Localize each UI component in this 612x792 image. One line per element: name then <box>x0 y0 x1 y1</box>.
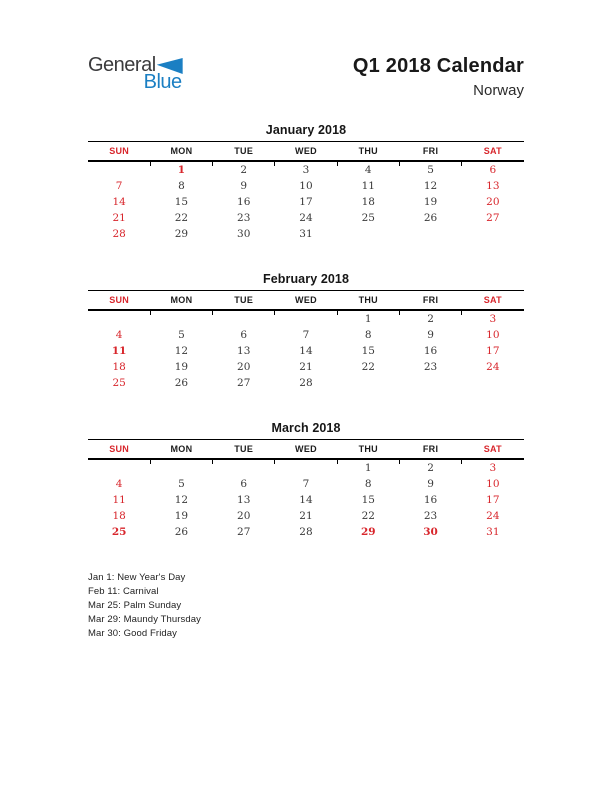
weekday-header: MON <box>150 440 212 460</box>
title-block <box>353 55 524 99</box>
empty-day-cell <box>88 310 150 326</box>
day-cell: 16 <box>423 493 438 506</box>
day-cell: 20 <box>237 509 251 522</box>
day-cell: 3 <box>462 310 524 326</box>
day-cell: 9 <box>240 179 248 192</box>
weekday-header: MON <box>150 142 212 162</box>
day-cell: 19 <box>174 360 189 373</box>
day-cell: 21 <box>299 360 313 373</box>
weekday-header: FRI <box>399 142 461 162</box>
holiday-item: Mar 30: Good Friday <box>88 628 178 639</box>
day-cell: 1 <box>150 161 212 177</box>
empty-day-cell <box>337 225 399 241</box>
day-cell: 4 <box>115 328 123 341</box>
weekday-header-row <box>88 440 524 460</box>
day-cell: 30 <box>423 525 438 538</box>
day-cell: 12 <box>174 344 189 357</box>
day-cell: 21 <box>299 509 313 522</box>
day-cell: 17 <box>486 344 500 357</box>
empty-day-cell <box>462 374 524 390</box>
empty-day-cell <box>213 310 275 326</box>
general-blue-logo <box>88 55 183 92</box>
day-cell: 9 <box>427 328 434 341</box>
day-cell: 4 <box>337 161 399 177</box>
weekday-header: FRI <box>399 440 461 460</box>
day-cell: 16 <box>237 195 251 208</box>
day-cell: 20 <box>237 360 251 373</box>
day-cell: 29 <box>360 525 376 538</box>
day-cell: 1 <box>337 459 399 475</box>
weekday-header: SUN <box>88 142 150 162</box>
day-cell: 1 <box>337 310 399 326</box>
day-cell: 22 <box>361 509 375 522</box>
day-cell: 13 <box>486 179 500 192</box>
weekday-header: THU <box>337 142 399 162</box>
weekday-header: WED <box>275 440 337 460</box>
week-row <box>88 358 524 374</box>
day-cell: 9 <box>427 477 434 490</box>
day-cell: 17 <box>486 493 500 506</box>
day-cell: 28 <box>112 227 126 240</box>
week-row <box>88 507 524 523</box>
weekday-header-row <box>88 291 524 311</box>
day-cell: 24 <box>486 360 500 373</box>
day-cell: 12 <box>423 179 438 192</box>
weekday-header: SUN <box>88 291 150 311</box>
week-row <box>88 326 524 342</box>
empty-day-cell <box>462 225 524 241</box>
day-cell: 6 <box>462 161 524 177</box>
weekday-header: TUE <box>213 291 275 311</box>
day-cell: 3 <box>462 459 524 475</box>
day-cell: 19 <box>174 509 189 522</box>
day-cell: 25 <box>111 525 127 538</box>
day-cell: 25 <box>361 211 375 224</box>
day-cell: 4 <box>115 477 123 490</box>
empty-day-cell <box>337 374 399 390</box>
month-calendar-march <box>88 421 524 539</box>
weekday-header: WED <box>275 142 337 162</box>
week-row <box>88 161 524 177</box>
day-cell: 8 <box>178 179 185 192</box>
day-cell: 19 <box>423 195 438 208</box>
month-title: March 2018 <box>271 421 341 435</box>
day-cell: 12 <box>174 493 189 506</box>
week-row <box>88 342 524 358</box>
month-table <box>88 439 524 539</box>
day-cell: 28 <box>299 525 313 538</box>
day-cell: 5 <box>399 161 461 177</box>
week-row <box>88 475 524 491</box>
month-calendar-january <box>88 123 524 241</box>
page-title: Q1 2018 Calendar <box>352 55 524 77</box>
empty-day-cell <box>88 459 150 475</box>
holiday-list <box>88 571 524 641</box>
day-cell: 23 <box>423 509 438 522</box>
month-table <box>88 141 524 241</box>
weekday-header-row <box>88 142 524 162</box>
day-cell: 22 <box>174 211 189 224</box>
day-cell: 11 <box>361 179 375 192</box>
day-cell: 26 <box>423 211 438 224</box>
day-cell: 31 <box>299 227 313 240</box>
day-cell: 25 <box>112 376 126 389</box>
week-row <box>88 209 524 225</box>
day-cell: 15 <box>174 195 189 208</box>
day-cell: 21 <box>112 211 126 224</box>
logo-text-general: General <box>88 54 156 76</box>
day-cell: 24 <box>486 509 500 522</box>
day-cell: 18 <box>112 360 126 373</box>
weekday-header: THU <box>337 440 399 460</box>
day-cell: 7 <box>115 179 123 192</box>
day-cell: 30 <box>237 227 251 240</box>
day-cell: 24 <box>299 211 313 224</box>
day-cell: 6 <box>240 328 248 341</box>
day-cell: 2 <box>399 310 461 326</box>
day-cell: 5 <box>178 328 185 341</box>
empty-day-cell <box>88 161 150 177</box>
weekday-header: WED <box>275 291 337 311</box>
day-cell: 29 <box>174 227 189 240</box>
day-cell: 13 <box>237 344 251 357</box>
day-cell: 6 <box>240 477 248 490</box>
day-cell: 18 <box>361 195 375 208</box>
weekday-header: TUE <box>213 440 275 460</box>
day-cell: 27 <box>237 376 251 389</box>
empty-day-cell <box>150 310 212 326</box>
day-cell: 10 <box>486 477 500 490</box>
week-row <box>88 310 524 326</box>
day-cell: 31 <box>486 525 500 538</box>
day-cell: 28 <box>299 376 313 389</box>
day-cell: 23 <box>237 211 251 224</box>
day-cell: 5 <box>178 477 185 490</box>
holiday-item: Jan 1: New Year's Day <box>88 572 186 583</box>
empty-day-cell <box>275 310 337 326</box>
day-cell: 11 <box>111 344 127 357</box>
day-cell: 23 <box>423 360 438 373</box>
day-cell: 26 <box>174 376 189 389</box>
day-cell: 3 <box>275 161 337 177</box>
weekday-header: FRI <box>399 291 461 311</box>
page-subtitle: Norway <box>473 82 524 99</box>
week-row <box>88 491 524 507</box>
weekday-header: SUN <box>88 440 150 460</box>
week-row <box>88 193 524 209</box>
weekday-header: MON <box>150 291 212 311</box>
weekday-header: TUE <box>213 142 275 162</box>
day-cell: 26 <box>174 525 189 538</box>
day-cell: 27 <box>237 525 251 538</box>
empty-day-cell <box>399 225 461 241</box>
logo-text-blue: Blue <box>143 71 182 93</box>
month-title: January 2018 <box>265 123 347 137</box>
weekday-header: SAT <box>462 142 524 162</box>
day-cell: 14 <box>112 195 126 208</box>
weekday-header: THU <box>337 291 399 311</box>
day-cell: 17 <box>299 195 313 208</box>
month-calendar-february <box>88 272 524 390</box>
week-row <box>88 523 524 539</box>
page-header <box>88 55 524 99</box>
holiday-item: Mar 25: Palm Sunday <box>88 600 182 611</box>
day-cell: 7 <box>302 477 310 490</box>
week-row <box>88 374 524 390</box>
weekday-header: SAT <box>462 291 524 311</box>
day-cell: 7 <box>302 328 310 341</box>
empty-day-cell <box>213 459 275 475</box>
day-cell: 15 <box>361 344 375 357</box>
week-row <box>88 459 524 475</box>
day-cell: 20 <box>486 195 500 208</box>
day-cell: 10 <box>486 328 500 341</box>
day-cell: 2 <box>399 459 461 475</box>
day-cell: 14 <box>299 493 313 506</box>
day-cell: 14 <box>299 344 313 357</box>
holiday-item: Mar 29: Maundy Thursday <box>88 614 202 625</box>
day-cell: 8 <box>364 328 372 341</box>
day-cell: 2 <box>213 161 275 177</box>
day-cell: 18 <box>112 509 126 522</box>
day-cell: 27 <box>486 211 500 224</box>
day-cell: 16 <box>423 344 438 357</box>
day-cell: 15 <box>361 493 375 506</box>
empty-day-cell <box>150 459 212 475</box>
empty-day-cell <box>275 459 337 475</box>
day-cell: 8 <box>364 477 372 490</box>
day-cell: 22 <box>361 360 375 373</box>
week-row <box>88 225 524 241</box>
week-row <box>88 177 524 193</box>
empty-day-cell <box>399 374 461 390</box>
day-cell: 13 <box>237 493 251 506</box>
holiday-item: Feb 11: Carnival <box>88 586 159 597</box>
day-cell: 10 <box>299 179 313 192</box>
month-table <box>88 290 524 390</box>
day-cell: 11 <box>112 493 126 506</box>
weekday-header: SAT <box>462 440 524 460</box>
month-title: February 2018 <box>262 272 350 286</box>
